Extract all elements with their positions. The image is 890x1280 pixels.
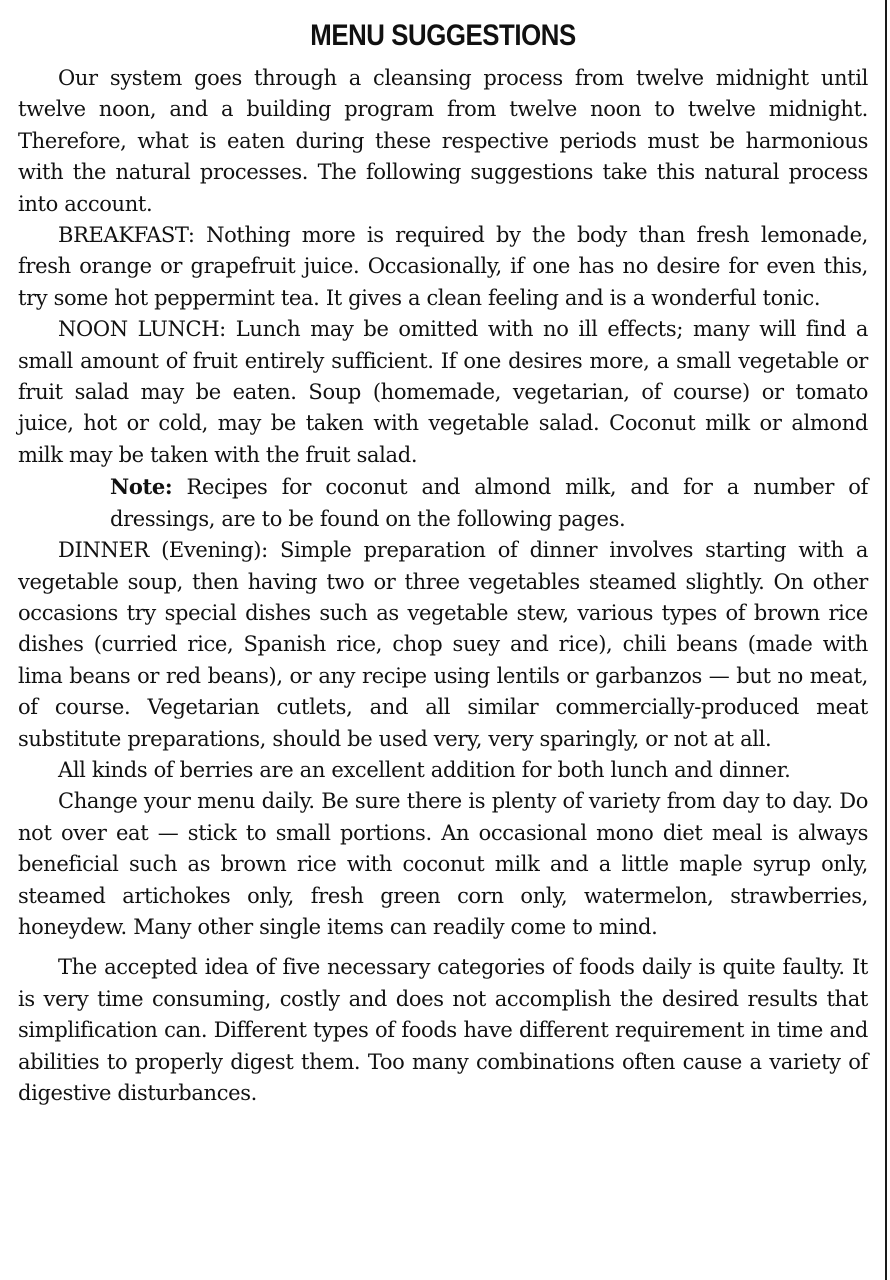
- note-text: Recipes for coconut and almond milk, and for a number of dressings, are to be found on the following pages.: [110, 475, 868, 531]
- note-paragraph: [110, 471, 868, 535]
- page-title: MENU SUGGESTIONS: [310, 19, 576, 52]
- berries-paragraph: All kinds of berries are an excellent addition for both lunch and dinner.: [58, 757, 791, 782]
- intro-paragraph: Our system goes through a cleansing process from twelve midnight until twelve noon, and a building program from twelve noon to twelve midnight. Therefore, what is eaten during these respective periods must be harmonious with the natural processes. The following suggestions take this natural process into account.: [18, 66, 868, 216]
- note-label: Note:: [110, 474, 173, 500]
- variety-paragraph: Change your menu daily. Be sure there is plenty of variety from day to day. Do not over eat — stick to small portions. An occasional mono diet meal is always beneficial such as brown rice with coconut milk and a little maple syrup only, steamed artichokes only, fresh green corn only, watermelon, strawberries, honeydew. Many other single items can readily come to mind.: [18, 789, 868, 939]
- page-edge-rule: [885, 0, 887, 1280]
- lunch-paragraph: NOON LUNCH: Lunch may be omitted with no ill effects; many will find a small amount of fruit entirely sufficient. If one desires more, a small vegetable or fruit salad may be eaten. Soup (homemade, vegetarian, of course) or tomato juice, hot or cold, may be taken with vegetable salad. Coconut milk or almond milk may be taken with the fruit salad.: [18, 317, 868, 467]
- dinner-paragraph: DINNER (Evening): Simple preparation of dinner involves starting with a vegetable soup, then having two or three vegetables steamed slightly. On other occasions try special dishes such as vegetable stew, various types of brown rice dishes (curried rice, Spanish rice, chop suey and rice), chili beans (made with lima beans or red beans), or any recipe using lentils or garbanzos — but no meat, of course. Vegetarian cutlets, and all similar commercially-produced meat substitute preparations, should be used very, very sparingly, or not at all.: [18, 538, 868, 751]
- breakfast-paragraph: BREAKFAST: Nothing more is required by the body than fresh lemonade, fresh orange or grapefruit juice. Occasionally, if one has no desire for even this, try some hot peppermint tea. It gives a clean feeling and is a wonderful tonic.: [18, 223, 868, 310]
- categories-paragraph: The accepted idea of five necessary categories of foods daily is quite faulty. It is very time consuming, costly and does not accomplish the desired results that simplification can. Different types of foods have different requirement in time and abilities to properly digest them. Too many combinations often cause a variety of digestive disturbances.: [18, 955, 868, 1105]
